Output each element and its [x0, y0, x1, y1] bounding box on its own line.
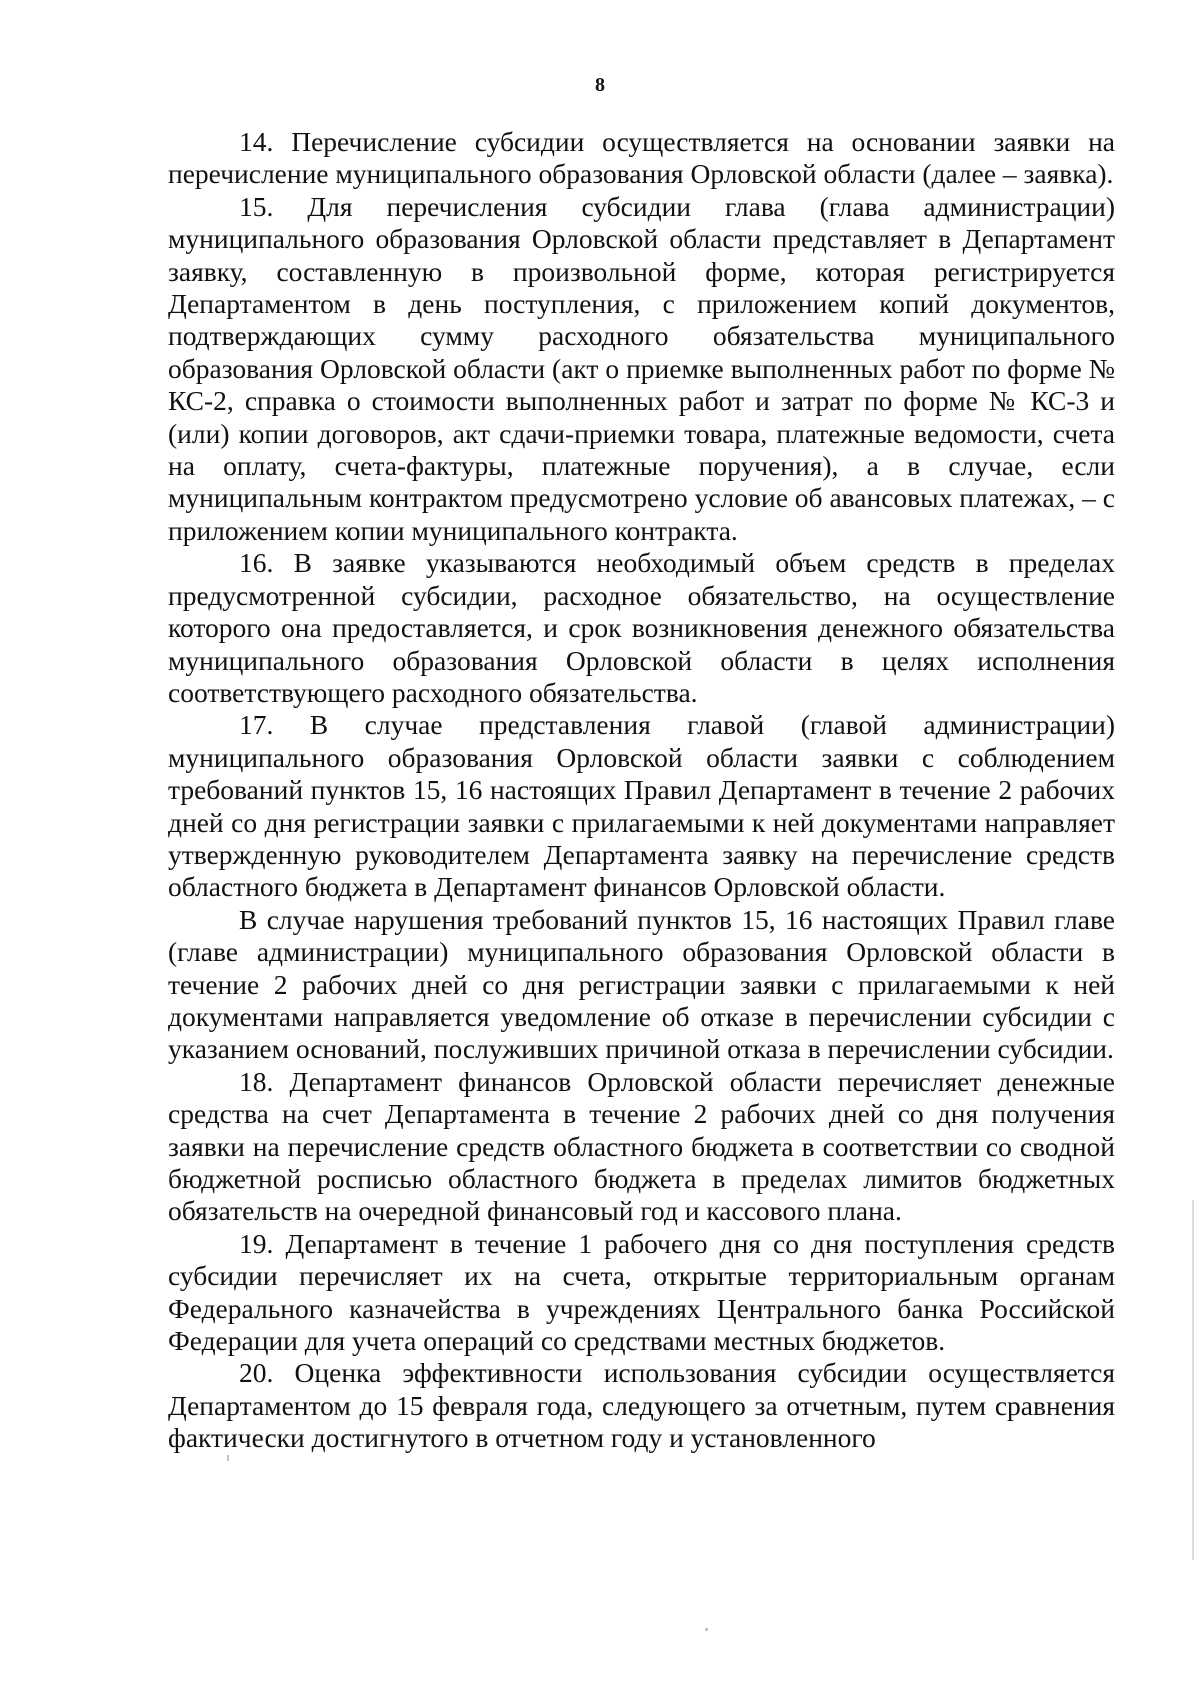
paragraph-14: 14. Перечисление субсидии осуществляется на основании заявки на перечисление муниципального образования Орловской области (далее – заявка). — [168, 126, 1115, 190]
scan-edge-artifact — [1192, 1200, 1194, 1560]
scan-speck — [705, 1628, 708, 1631]
paragraph-20: 20. Оценка эффективности использования субсидии осуществляется Департаментом до 15 февраля года, следующего за отчетным, путем сравнения фактически достигнутого в отчетном году и установленного — [168, 1357, 1115, 1454]
page-number: 8 — [595, 74, 605, 96]
scan-speck — [227, 1455, 229, 1461]
paragraph-19: 19. Департамент в течение 1 рабочего дня со дня поступления средств субсидии перечисляет их на счета, открытые территориальным органам Федерального казначейства в учреждениях Центрального банка Российской Федерации для учета операций со средствами местных бюджетов. — [168, 1227, 1115, 1357]
paragraph-17: 17. В случае представления главой (главой администрации) муниципального образования Орловской области заявки с соблюдением требований пунктов 15, 16 настоящих Правил Департамент в течение 2 рабочих дней со дня регистрации заявки с прилагаемыми к ней документами направляет утвержденную руководителем Департамента заявку на перечисление средств областного бюджета в Департамент финансов Орловской области. — [168, 709, 1115, 903]
paragraph-15: 15. Для перечисления субсидии глава (глава администрации) муниципального образования Орловской области представляет в Департамент заявку, составленную в произвольной форме, которая регистрируется Департаментом в день поступления, с приложением копий документов, подтверждающих сумму расходного обязательства муниципального образования Орловской области (акт о приемке выполненных работ по форме № КС-2, справка о стоимости выполненных работ и затрат по форме № КС-3 и (или) копии договоров, акт сдачи-приемки товара, платежные ведомости, счета на оплату, счета-фактуры, платежные поручения), а в случае, если муниципальным контрактом предусмотрено условие об авансовых платежах, – с приложением копии муниципального контракта. — [168, 190, 1115, 546]
paragraph-17-violation: В случае нарушения требований пунктов 15, 16 настоящих Правил главе (главе администрации) муниципального образования Орловской области в течение 2 рабочих дней со дня регистрации заявки с прилагаемыми к ней документами направляется уведомление об отказе в перечислении субсидии с указанием оснований, послуживших причиной отказа в перечислении субсидии. — [168, 903, 1115, 1065]
document-body — [168, 126, 1115, 1455]
paragraph-18: 18. Департамент финансов Орловской области перечисляет денежные средства на счет Департамента в течение 2 рабочих дней со дня получения заявки на перечисление средств областного бюджета в соответствии со сводной бюджетной росписью областного бюджета в пределах лимитов бюджетных обязательств на очередной финансовый год и кассового плана. — [168, 1065, 1115, 1227]
paragraph-16: 16. В заявке указываются необходимый объем средств в пределах предусмотренной субсидии, расходное обязательство, на осуществление которого она предоставляется, и срок возникновения денежного обязательства муниципального образования Орловской области в целях исполнения соответствующего расходного обязательства. — [168, 547, 1115, 708]
